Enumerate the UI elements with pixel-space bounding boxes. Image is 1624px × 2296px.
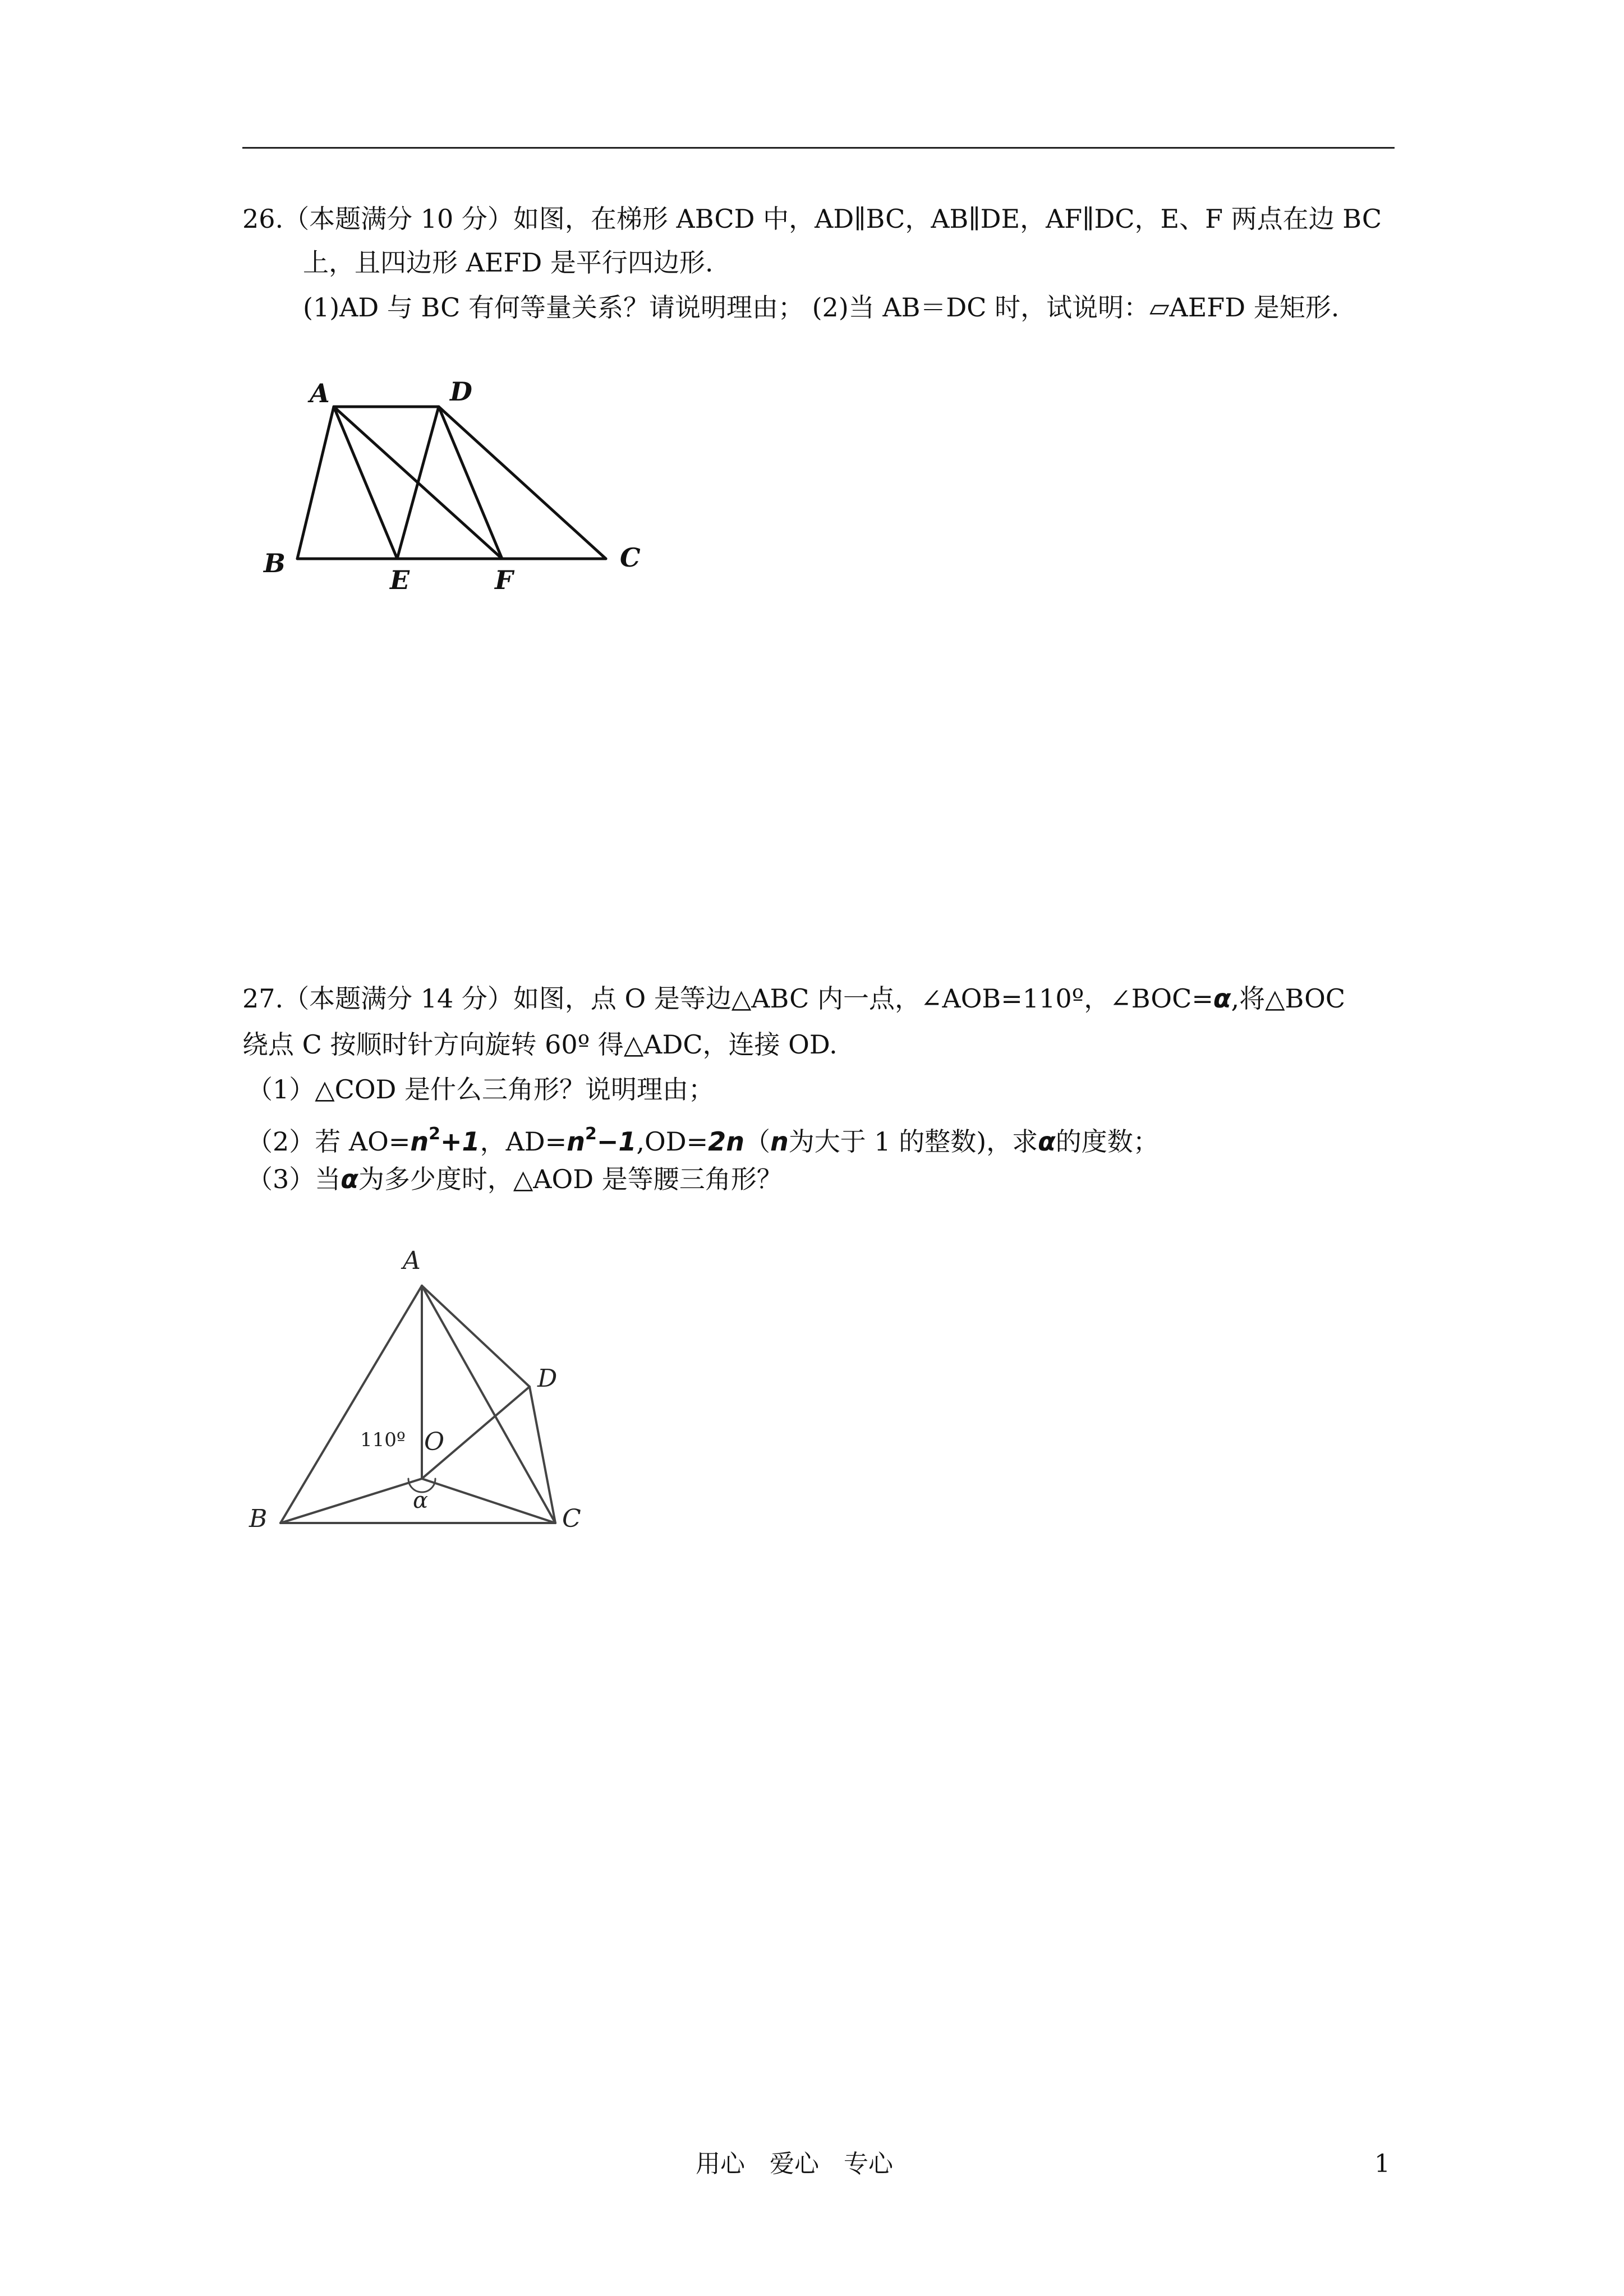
minus-one: −1 [596, 1126, 637, 1157]
segment-ae [334, 407, 397, 559]
label-c: C [562, 1504, 581, 1533]
q27-line1-text: 27.（本题满分 14 分）如图，点 O 是等边△ABC 内一点，∠AOB=110º，∠BOC= [242, 983, 1213, 1014]
label-a: A [310, 378, 330, 408]
n-symbol: n [770, 1126, 789, 1157]
q26-trapezoid-figure [247, 370, 662, 606]
header-rule [242, 147, 1395, 149]
q27-line1-tail: ,将△BOC [1231, 983, 1346, 1014]
label-d: D [450, 376, 472, 407]
q27-sub2 [247, 1117, 1159, 1158]
alpha-symbol: α [1038, 1126, 1056, 1157]
sub2-condition: 为大于 1 的整数)，求 [788, 1126, 1038, 1157]
segment-dc [439, 407, 606, 559]
alpha-symbol: α [1213, 983, 1231, 1014]
square-exponent: 2 [429, 1124, 440, 1144]
q27-sub3 [247, 1162, 783, 1196]
label-b: B [249, 1504, 268, 1533]
label-e: E [390, 565, 410, 595]
sub2-paren: （ [744, 1126, 770, 1157]
q27-triangle-figure [241, 1240, 611, 1543]
segment-ab [280, 1286, 422, 1523]
label-c: C [620, 542, 641, 573]
label-b: B [264, 548, 286, 578]
sub2-od: ,OD= [636, 1126, 709, 1157]
page-number: 1 [1374, 2150, 1390, 2178]
label-d: D [537, 1364, 558, 1393]
segment-ac [422, 1286, 558, 1523]
label-angle: 110º [360, 1429, 406, 1451]
label-alpha: α [413, 1488, 429, 1513]
segment-df [439, 407, 502, 559]
sub3-tail: 为多少度时，△AOD 是等腰三角形？ [358, 1164, 783, 1194]
q27-sub1: （1）△COD 是什么三角形？说明理由； [247, 1074, 715, 1105]
footer-motto: 用心 爱心 专心 [696, 2150, 893, 2178]
q27-line2: 绕点 C 按顺时针方向旋转 60º 得△ADC，连接 OD. [242, 1029, 838, 1060]
q27-line1 [242, 982, 1345, 1015]
n-symbol: n [726, 1126, 744, 1157]
n-symbol: n [567, 1126, 585, 1157]
segment-ab [297, 407, 334, 559]
segment-dc [530, 1387, 555, 1523]
label-o: O [424, 1428, 445, 1456]
label-f: F [495, 565, 513, 595]
sub3-lead: （3）当 [247, 1164, 341, 1194]
alpha-symbol: α [341, 1164, 358, 1194]
sub2-tail: 的度数； [1055, 1126, 1159, 1157]
plus-one: +1 [440, 1126, 480, 1157]
label-a: A [403, 1246, 421, 1275]
two-coefficient: 2 [708, 1126, 726, 1157]
square-exponent: 2 [585, 1124, 597, 1144]
segment-de [397, 407, 439, 559]
segment-ad [422, 1286, 530, 1387]
q26-line3: (1)AD 与 BC 有何等量关系？请说明理由； (2)当 AB＝DC 时，试说明：▱AEFD 是矩形. [303, 292, 1340, 323]
q26-line2: 上，且四边形 AEFD 是平行四边形. [303, 247, 714, 278]
q26-line1: 26.（本题满分 10 分）如图，在梯形 ABCD 中，AD∥BC，AB∥DE，AF∥DC，E、F 两点在边 BC [242, 204, 1382, 234]
n-symbol: n [410, 1126, 429, 1157]
sub2-lead: （2）若 AO= [247, 1126, 411, 1157]
sub2-ad: ，AD= [480, 1126, 567, 1157]
